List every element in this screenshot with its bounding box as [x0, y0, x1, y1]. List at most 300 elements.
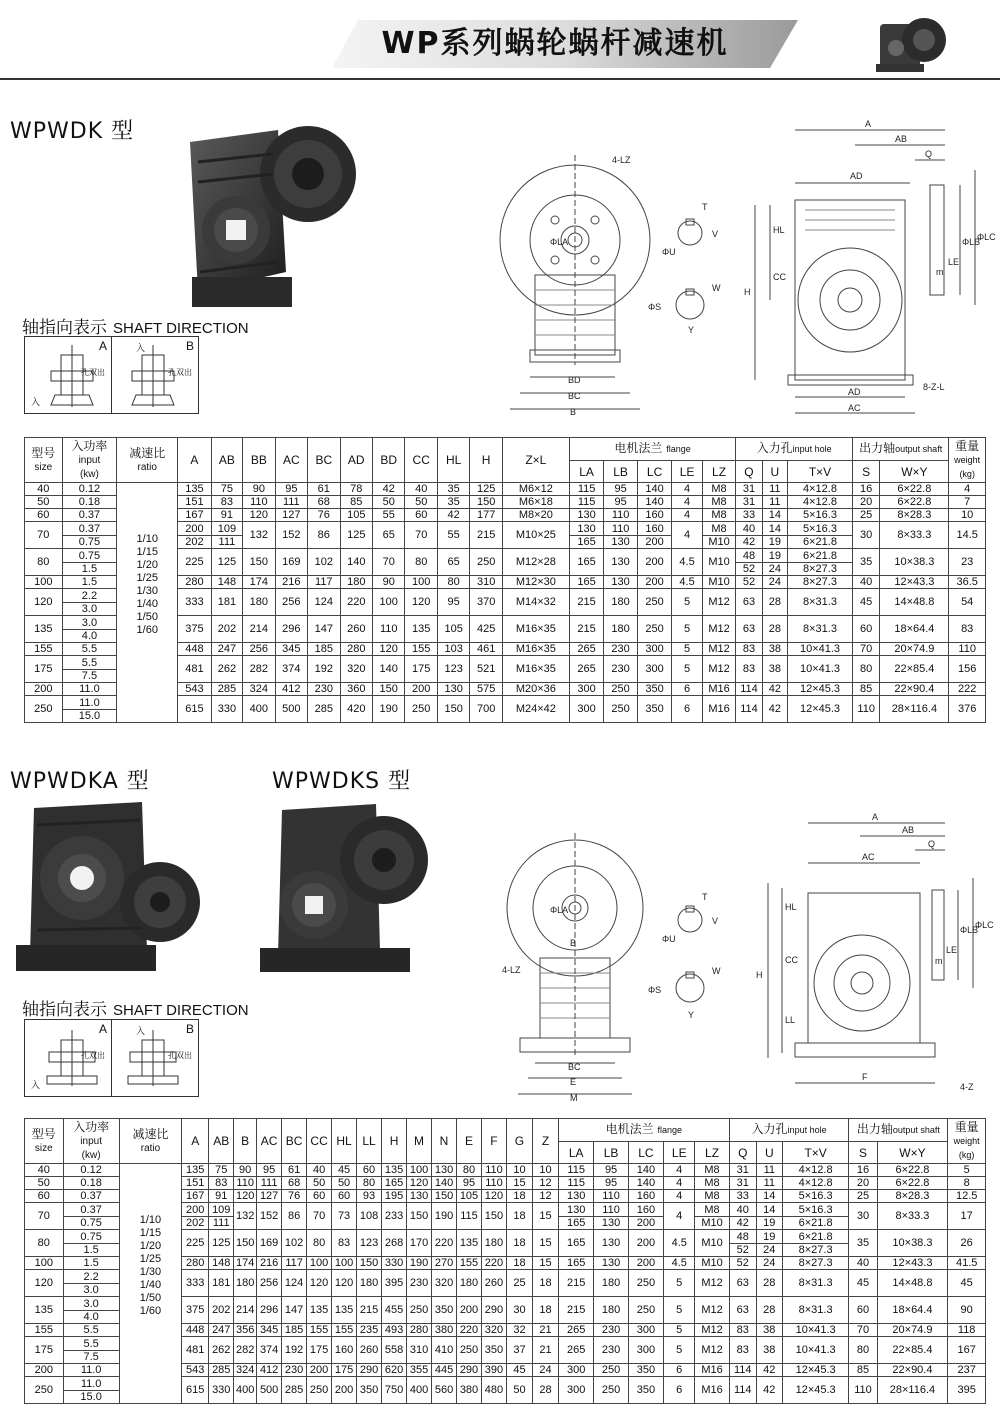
cell-ab-line: 111 [209, 1216, 233, 1229]
dim2-label-m: M [570, 1093, 578, 1103]
cell-lb [604, 483, 637, 496]
cell-lb-line: 130 [594, 1216, 627, 1229]
cell-ac: 127 [257, 1190, 282, 1203]
cell-lb-line: 130 [604, 535, 636, 548]
cell-size: 175 [25, 1337, 64, 1364]
cell-lz [702, 643, 736, 656]
cell-lz-line: M8 [704, 1190, 720, 1202]
cell-lc-line: 140 [645, 496, 664, 508]
cell-ll: 80 [357, 1177, 382, 1190]
cell-input-kw [62, 576, 117, 589]
cell-input-kw [63, 1337, 119, 1364]
cell-input-kw-line: 15.0 [63, 709, 117, 722]
cell-b: 400 [234, 1377, 257, 1404]
cell-input-kw [63, 1270, 119, 1297]
cell-s: 70 [849, 1324, 877, 1337]
shaft-out-label-a-2: 孔双出 [81, 1051, 105, 1060]
cell-lz [695, 1377, 729, 1404]
cell-b: 132 [234, 1203, 257, 1230]
cell-ll: 180 [357, 1270, 382, 1297]
cell-ab: 181 [211, 589, 242, 616]
cell-tv-line: 5×16.3 [798, 1190, 833, 1202]
cell-u [756, 1230, 782, 1257]
cell-ac: 111 [275, 496, 307, 509]
wpwdk-reducer-photo [178, 112, 358, 312]
cell-ac: 216 [257, 1257, 282, 1270]
header2-col-s: S [849, 1142, 877, 1164]
cell-g: 32 [506, 1324, 532, 1337]
cell-q-line: 83 [742, 643, 756, 655]
cell-a: 543 [178, 683, 211, 696]
cell-wy: 18×64.4 [880, 616, 949, 643]
header-col-ab: AB [211, 438, 242, 483]
cell-lc-line: 160 [645, 509, 664, 521]
cell-lz-line: M8 [711, 496, 727, 508]
cell-u [756, 1377, 782, 1404]
cell-size: 155 [25, 643, 63, 656]
cell-lc [637, 589, 672, 616]
cell-h: 310 [470, 576, 502, 589]
cell-a [178, 522, 211, 549]
cell-bc: 192 [308, 656, 340, 683]
cell-lb [604, 683, 637, 696]
cell-la [569, 656, 604, 683]
cell-ab-line: 111 [212, 535, 242, 548]
cell-kg: 376 [949, 696, 986, 723]
cell-lb-line: 130 [601, 1257, 621, 1269]
cell-bc: 68 [282, 1177, 307, 1190]
ratio-value: 1/40 [139, 1279, 162, 1291]
cell-u-line: 24 [757, 1243, 782, 1256]
cell-le: 4 [664, 1190, 695, 1203]
cell-kg: 7 [949, 496, 986, 509]
dim2-label-cc: CC [785, 955, 798, 965]
cell-input-kw-line: 0.75 [64, 1216, 119, 1229]
cell-la-line: 115 [577, 483, 596, 495]
cell-h: 620 [382, 1364, 407, 1377]
cell-f: 480 [481, 1377, 506, 1404]
cell-tv-line: 6×21.8 [798, 1230, 833, 1243]
header2-col-lb: LB [594, 1142, 628, 1164]
cell-wy: 22×85.4 [880, 656, 949, 683]
cell-h: 425 [470, 616, 502, 643]
section2-model-title-a: WPWDKA 型 [10, 769, 150, 794]
cell-input-kw-line: 3.0 [83, 1297, 99, 1310]
cell-q [736, 616, 762, 643]
ratio-value: 1/50 [139, 1292, 162, 1304]
cell-ac: 412 [257, 1364, 282, 1377]
cell-a: 481 [182, 1337, 209, 1364]
cell-input-kw [63, 1377, 119, 1404]
cell-u-line: 14 [763, 1203, 776, 1216]
cell-lb-line: 180 [611, 596, 630, 608]
cell-tv-line: 12×45.3 [795, 1364, 836, 1376]
cell-la [569, 576, 604, 589]
cell-tv [782, 1203, 849, 1230]
cell-bc: 185 [282, 1324, 307, 1337]
cell-input-kw-line: 0.37 [78, 522, 101, 535]
cell-input-kw-line: 0.18 [80, 1177, 102, 1189]
input-shaft-detail-2 [676, 906, 704, 1002]
cell-tv [782, 1270, 849, 1297]
header-col-le: LE [672, 461, 702, 483]
cell-la-line: 265 [577, 643, 596, 655]
cell-n: 380 [432, 1324, 457, 1337]
cell-lb [594, 1377, 628, 1404]
cell-m: 190 [407, 1257, 432, 1270]
cell-input-kw-line: 0.12 [78, 483, 101, 495]
ratio-value: 1/40 [136, 598, 158, 610]
cell-lb [604, 643, 637, 656]
cell-lc [628, 1230, 663, 1257]
cell-z: 15 [532, 1203, 558, 1230]
cell-wy: 20×74.9 [877, 1324, 948, 1337]
cell-bc: 86 [282, 1203, 307, 1230]
cell-f: 320 [481, 1324, 506, 1337]
header-col-zl: Z×L [502, 438, 569, 483]
cell-tv-line: 6×21.8 [788, 535, 852, 548]
shaft-label-a: A [98, 339, 107, 353]
cell-lc [637, 496, 672, 509]
dim-label-hl: HL [773, 225, 785, 235]
cell-ratio [119, 1164, 181, 1404]
header2-col-lc: LC [628, 1142, 663, 1164]
cell-lz-line: M8 [711, 509, 727, 521]
header2-col-g: G [506, 1119, 532, 1164]
cell-m: 120 [407, 1177, 432, 1190]
cell-s: 110 [852, 696, 879, 723]
cell-kg: 41.5 [948, 1257, 986, 1270]
cell-lz [695, 1230, 729, 1257]
cell-lz [695, 1297, 729, 1324]
cell-m: 130 [407, 1190, 432, 1203]
cell-lb [604, 549, 637, 576]
header2-col-cc: CC [307, 1119, 332, 1164]
header2-col-n: N [432, 1119, 457, 1164]
header2-output-shaft: 出力轴output shaft [849, 1119, 948, 1142]
cell-s: 70 [852, 643, 879, 656]
cell-size: 80 [25, 549, 63, 576]
cell-la-line: 265 [577, 663, 596, 675]
dim2-label-h: H [756, 970, 763, 980]
cell-f: 220 [481, 1257, 506, 1270]
cell-lz [702, 656, 736, 683]
header2-col-la: LA [559, 1142, 594, 1164]
cell-g: 50 [506, 1377, 532, 1404]
cell-kg: 14.5 [949, 522, 986, 549]
cell-tv [788, 483, 853, 496]
ratio-value: 1/20 [139, 1240, 162, 1252]
cell-lb-line: 250 [601, 1364, 621, 1376]
dim-label-w: W [712, 283, 721, 293]
shaft-in-label-b: 入 [136, 343, 146, 353]
cell-zl: M12×30 [502, 576, 569, 589]
header-weight: 重量 weight (kg) [949, 438, 986, 483]
header2-weight: 重量 weight (kg) [948, 1119, 986, 1164]
header2-input: 入功率 input (kw) [63, 1119, 119, 1164]
cell-le: 4.5 [672, 549, 702, 576]
cell-input-kw [62, 522, 117, 549]
dim-label-bc: BC [568, 391, 581, 401]
cell-input-kw-line: 11.0 [79, 683, 100, 695]
cell-h: 575 [470, 683, 502, 696]
cell-s: 30 [852, 522, 879, 549]
cell-wy: 28×116.4 [880, 696, 949, 723]
cell-n: 220 [432, 1230, 457, 1257]
cell-ad: 220 [340, 589, 372, 616]
cell-lb-line: 230 [611, 663, 630, 675]
cell-wy: 14×48.8 [880, 589, 949, 616]
cell-la-line: 130 [567, 1203, 586, 1216]
cell-lc [637, 549, 672, 576]
cell-input-kw-line: 11.0 [80, 1364, 102, 1376]
cell-u-line: 24 [763, 1257, 776, 1269]
cell-u-line: 42 [768, 683, 781, 695]
cell-lc [628, 1337, 663, 1364]
cell-ad: 360 [340, 683, 372, 696]
cell-q [736, 576, 762, 589]
cell-h: 165 [382, 1177, 407, 1190]
cell-bc: 117 [282, 1257, 307, 1270]
cell-q [729, 1270, 756, 1297]
shaft-in-label-a-2: 入 [31, 1080, 41, 1090]
cell-zl: M6×18 [502, 496, 569, 509]
cell-hl: 42 [437, 509, 469, 522]
ratio-value: 1/50 [136, 611, 158, 623]
cell-h: 700 [470, 696, 502, 723]
cell-ab: 262 [209, 1337, 234, 1364]
cell-ac: 412 [275, 683, 307, 696]
cell-le: 5 [664, 1337, 695, 1364]
cell-lb [594, 1230, 628, 1257]
cell-la [559, 1337, 594, 1364]
cell-tv-line: 8×31.3 [803, 623, 837, 635]
cell-wy: 12×43.3 [880, 576, 949, 589]
cell-q-line: 114 [740, 683, 758, 695]
cell-la-line: 300 [577, 703, 596, 715]
cell-h: 370 [470, 589, 502, 616]
cell-f: 350 [481, 1337, 506, 1364]
cell-lc-line: 300 [636, 1324, 656, 1336]
cell-q [736, 509, 762, 522]
cell-input-kw-line: 3.0 [63, 602, 117, 615]
cell-lc [637, 656, 672, 683]
cell-tv-line: 8×27.3 [798, 1257, 833, 1269]
header2-col-m: M [407, 1119, 432, 1164]
header2-col-tv: T×V [782, 1142, 849, 1164]
cell-q [729, 1164, 756, 1177]
cell-la [569, 696, 604, 723]
cell-la [559, 1364, 594, 1377]
cell-lb-line: 230 [611, 643, 630, 655]
dim-label-ad: AD [850, 171, 863, 181]
cell-la-line: 265 [567, 1344, 586, 1356]
header2-col-ab: AB [209, 1119, 234, 1164]
cell-tv [788, 683, 853, 696]
cell-kg: 4 [949, 483, 986, 496]
cell-q-line: 63 [736, 1304, 749, 1316]
cell-ac: 296 [257, 1297, 282, 1324]
cell-la [559, 1190, 594, 1203]
cell-cc: 70 [405, 522, 437, 549]
cell-g: 10 [506, 1164, 532, 1177]
cell-kg: 10 [949, 509, 986, 522]
cell-input-kw-line: 7.5 [64, 1350, 119, 1363]
cell-u [756, 1364, 782, 1377]
cell-lc-line: 350 [645, 703, 664, 715]
cell-la-line: 165 [567, 1237, 586, 1249]
cell-ab [209, 1203, 234, 1230]
dim2-label-v: V [712, 916, 719, 926]
cell-wy: 28×116.4 [877, 1377, 948, 1404]
cell-kg: 26 [948, 1230, 986, 1257]
input-shaft-detail [676, 219, 704, 319]
cell-ac: 95 [275, 483, 307, 496]
cell-u [756, 1257, 782, 1270]
cell-lz-line: M12 [701, 1324, 723, 1336]
section1-model-title: WPWDK 型 [10, 119, 135, 144]
cell-tv-line: 4×12.8 [798, 1164, 833, 1176]
cell-h: 150 [470, 496, 502, 509]
header-rule [0, 78, 1000, 80]
cell-bc: 86 [308, 522, 340, 549]
cell-hl: 35 [437, 483, 469, 496]
cell-bc: 61 [282, 1164, 307, 1177]
cell-lb-line: 130 [611, 556, 630, 568]
cell-q-line: 48 [742, 549, 756, 562]
cell-ab: 330 [209, 1377, 234, 1404]
cell-size: 40 [25, 1164, 64, 1177]
cell-le: 4 [672, 509, 702, 522]
cell-kg: 110 [949, 643, 986, 656]
cell-u [756, 1190, 782, 1203]
cell-f: 110 [481, 1164, 506, 1177]
cell-a: 375 [182, 1297, 209, 1324]
cell-size: 80 [25, 1230, 64, 1257]
cell-h: 215 [470, 522, 502, 549]
cell-kg: 237 [948, 1364, 986, 1377]
cell-kg: 8 [948, 1177, 986, 1190]
header-col-wy: W×Y [880, 461, 949, 483]
cell-cc: 135 [307, 1297, 332, 1324]
cell-tv-line: 10×41.3 [795, 1324, 836, 1336]
cell-input-kw [62, 696, 117, 723]
cell-le: 6 [664, 1364, 695, 1377]
cell-le: 6 [672, 696, 702, 723]
section1-shaft-direction-diagram [24, 336, 199, 414]
cell-a: 225 [182, 1230, 209, 1257]
cell-wy: 14×48.8 [877, 1270, 948, 1297]
cell-kg: 23 [949, 549, 986, 576]
dim2-label-b: B [570, 938, 577, 948]
cell-le: 6 [664, 1377, 695, 1404]
cell-tv [782, 1324, 849, 1337]
cell-bb: 256 [243, 643, 275, 656]
cell-e: 220 [457, 1324, 482, 1337]
cell-lc-line: 350 [636, 1384, 656, 1396]
cell-lz [702, 696, 736, 723]
cell-u-line: 28 [768, 596, 781, 608]
cell-tv [788, 509, 853, 522]
cell-tv [782, 1164, 849, 1177]
cell-hl: 65 [437, 549, 469, 576]
cell-input-kw-line: 5.5 [83, 1337, 99, 1350]
cell-input-kw-line: 0.37 [80, 1190, 102, 1202]
cell-lb [604, 656, 637, 683]
cell-lc-line: 200 [645, 556, 664, 568]
header-col-bd: BD [373, 438, 405, 483]
cell-bc: 147 [308, 616, 340, 643]
cell-lb [594, 1164, 628, 1177]
cell-n: 190 [432, 1203, 457, 1230]
cell-u-line: 19 [763, 535, 787, 548]
cell-input-kw-line: 11.0 [80, 1377, 102, 1390]
cell-bc: 147 [282, 1297, 307, 1324]
cell-wy: 6×22.8 [877, 1177, 948, 1190]
cell-ac: 152 [257, 1203, 282, 1230]
header2-model: 型号 size [25, 1119, 64, 1164]
cell-lb [594, 1257, 628, 1270]
header-input: 入功率 input (kw) [62, 438, 117, 483]
cell-b: 110 [234, 1177, 257, 1190]
cell-zl: M12×28 [502, 549, 569, 576]
cell-lb-line: 130 [611, 576, 630, 588]
cell-ab: 83 [211, 496, 242, 509]
cell-s: 60 [852, 616, 879, 643]
dim-label-le: LE [948, 257, 960, 267]
cell-hl: 55 [437, 522, 469, 549]
cell-m: 355 [407, 1364, 432, 1377]
cell-lc-line: 250 [645, 596, 664, 608]
cell-bd: 120 [373, 643, 405, 656]
cell-q-line: 31 [736, 1164, 749, 1176]
header2-col-z: Z [532, 1119, 558, 1164]
cell-lc-line: 350 [636, 1364, 656, 1376]
cell-lz-line: M12 [708, 643, 730, 655]
cell-lz-line: M8 [704, 1164, 720, 1176]
cell-ac: 500 [257, 1377, 282, 1404]
shaft-in-label-b-2: 入 [136, 1026, 146, 1036]
cell-lz-line: M12 [708, 623, 730, 635]
cell-cc: 40 [405, 483, 437, 496]
cell-s: 16 [852, 483, 879, 496]
cell-e: 135 [457, 1230, 482, 1257]
cell-b: 174 [234, 1257, 257, 1270]
cell-ab: 262 [211, 656, 242, 683]
cell-lc-line: 250 [636, 1304, 656, 1316]
cell-q [736, 589, 762, 616]
cell-lb-line: 95 [604, 1177, 618, 1189]
cell-q-line: 31 [736, 1177, 749, 1189]
cell-g: 37 [506, 1337, 532, 1364]
cell-la-line: 130 [567, 1190, 586, 1202]
cell-tv [788, 656, 853, 683]
header-reducer-image [870, 8, 950, 78]
side-view-2 [768, 823, 973, 1083]
cell-bd: 70 [373, 549, 405, 576]
cell-s: 25 [852, 509, 879, 522]
cell-zl: M10×25 [502, 522, 569, 549]
header-col-q: Q [736, 461, 762, 483]
header2-col-le: LE [664, 1142, 695, 1164]
cell-s: 25 [849, 1190, 877, 1203]
cell-ac: 169 [257, 1230, 282, 1257]
cell-bc: 285 [282, 1377, 307, 1404]
cell-tv-line: 8×31.3 [798, 1277, 833, 1289]
cell-q [736, 683, 762, 696]
cell-q-line: 31 [742, 483, 756, 495]
cell-la-line: 165 [567, 1257, 586, 1269]
